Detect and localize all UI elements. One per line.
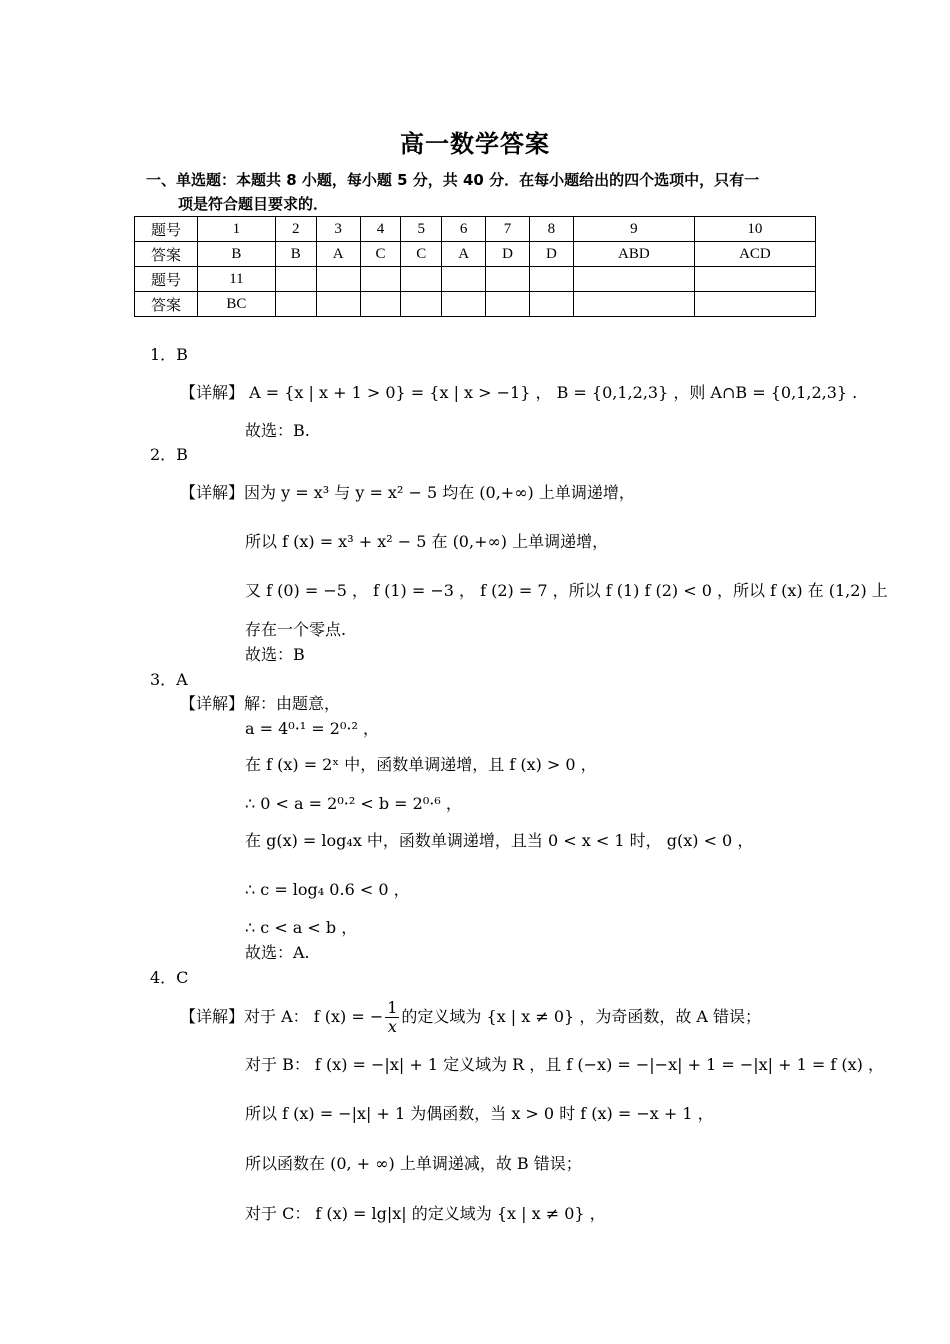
question-4-line-1-text: 【详解】对于 A： f (x) = − bbox=[180, 1007, 384, 1026]
table-cell: 5 bbox=[401, 217, 442, 242]
table-cell: 2 bbox=[275, 217, 316, 242]
table-cell bbox=[442, 292, 486, 317]
table-cell: 11 bbox=[198, 267, 276, 292]
table-row bbox=[135, 292, 816, 317]
table-cell bbox=[529, 267, 573, 292]
question-4-line-1 bbox=[180, 995, 761, 1039]
table-cell: 6 bbox=[442, 217, 486, 242]
question-2-line-3: 又 f (0) = −5 ， f (1) = −3 ， f (2) = 7 ，所以 f (1) f (2) < 0 ，所以 f (x) 在 (1,2) 上 bbox=[245, 581, 888, 600]
table-cell: BC bbox=[198, 292, 276, 317]
question-4-answer: 4．C bbox=[150, 968, 189, 987]
table-cell bbox=[442, 267, 486, 292]
fraction bbox=[385, 999, 399, 1036]
question-2-line-1: 【详解】因为 y = x³ 与 y = x² − 5 均在 (0,+∞) 上单调递增， bbox=[180, 483, 635, 502]
table-cell bbox=[694, 292, 815, 317]
table-cell: 10 bbox=[694, 217, 815, 242]
question-4-line-1-rest: 的定义域为 {x | x ≠ 0} ，为奇函数，故 A 错误； bbox=[401, 1007, 762, 1026]
table-cell bbox=[401, 292, 442, 317]
question-4-line-4: 所以函数在 (0, + ∞) 上单调递减，故 B 错误； bbox=[245, 1154, 582, 1173]
question-3-line-5: 在 g(x) = log₄x 中，函数单调递增，且当 0 < x < 1 时， g(x) < 0 ， bbox=[245, 831, 754, 850]
table-cell: C bbox=[401, 242, 442, 267]
table-cell: D bbox=[486, 242, 530, 267]
table-cell: ABD bbox=[573, 242, 694, 267]
table-cell: 8 bbox=[529, 217, 573, 242]
question-2-choice: 故选：B bbox=[245, 645, 305, 664]
question-3-answer: 3．A bbox=[150, 670, 188, 689]
question-4-line-5: 对于 C： f (x) = lg|x| 的定义域为 {x | x ≠ 0} ， bbox=[245, 1204, 606, 1223]
question-3-line-6: ∴ c = log₄ 0.6 < 0 ， bbox=[245, 880, 410, 899]
table-cell bbox=[529, 292, 573, 317]
row-label: 答案 bbox=[135, 242, 198, 267]
question-3-choice: 故选：A. bbox=[245, 943, 310, 962]
fraction-denominator: x bbox=[387, 1017, 397, 1036]
table-cell: B bbox=[275, 242, 316, 267]
question-3-line-1: 【详解】解：由题意， bbox=[180, 694, 341, 713]
table-cell bbox=[694, 267, 815, 292]
question-2-line-2: 所以 f (x) = x³ + x² − 5 在 (0,+∞) 上单调递增， bbox=[245, 532, 609, 551]
table-cell bbox=[401, 267, 442, 292]
table-cell bbox=[486, 292, 530, 317]
table-row bbox=[135, 267, 816, 292]
row-label: 答案 bbox=[135, 292, 198, 317]
question-3-line-4: ∴ 0 < a = 2⁰·² < b = 2⁰·⁶ ， bbox=[245, 794, 462, 813]
row-label: 题号 bbox=[135, 217, 198, 242]
table-row bbox=[135, 217, 816, 242]
answer-table bbox=[134, 216, 816, 317]
fraction-numerator: 1 bbox=[387, 998, 398, 1017]
question-3-line-7: ∴ c < a < b ， bbox=[245, 918, 358, 937]
table-cell: 7 bbox=[486, 217, 530, 242]
table-cell bbox=[573, 267, 694, 292]
table-cell bbox=[360, 292, 401, 317]
table-row bbox=[135, 242, 816, 267]
question-1-detail: 【详解】 A = {x | x + 1 > 0} = {x | x > −1} ， B = {0,1,2,3} ，则 A∩B = {0,1,2,3} . bbox=[180, 383, 858, 402]
table-cell bbox=[275, 267, 316, 292]
table-cell: B bbox=[198, 242, 276, 267]
table-cell: 1 bbox=[198, 217, 276, 242]
table-cell bbox=[316, 292, 360, 317]
table-cell bbox=[360, 267, 401, 292]
table-cell: ACD bbox=[694, 242, 815, 267]
table-cell: 3 bbox=[316, 217, 360, 242]
question-1-answer: 1．B bbox=[150, 345, 188, 364]
page-title: 高一数学答案 bbox=[400, 130, 550, 158]
table-cell: A bbox=[316, 242, 360, 267]
question-4-line-3: 所以 f (x) = −|x| + 1 为偶函数，当 x > 0 时 f (x) = −x + 1 ， bbox=[245, 1104, 714, 1123]
row-label: 题号 bbox=[135, 267, 198, 292]
question-3-line-2: a = 4⁰·¹ = 2⁰·² ， bbox=[245, 719, 379, 738]
section-heading-line2: 项是符合题目要求的． bbox=[178, 195, 329, 213]
table-cell: A bbox=[442, 242, 486, 267]
table-cell bbox=[486, 267, 530, 292]
question-2-answer: 2．B bbox=[150, 445, 188, 464]
table-cell bbox=[275, 292, 316, 317]
table-cell: 4 bbox=[360, 217, 401, 242]
section-heading-line1: 一、单选题：本题共 8 小题，每小题 5 分，共 40 分．在每小题给出的四个选项中，只有一 bbox=[146, 171, 760, 189]
question-3-line-3: 在 f (x) = 2ˣ 中，函数单调递增，且 f (x) > 0 ， bbox=[245, 755, 597, 774]
table-cell bbox=[316, 267, 360, 292]
table-cell: D bbox=[529, 242, 573, 267]
question-1-choice: 故选：B. bbox=[245, 421, 310, 440]
question-2-line-4: 存在一个零点. bbox=[245, 620, 347, 639]
question-4-line-2: 对于 B： f (x) = −|x| + 1 定义域为 R ，且 f (−x) = −|−x| + 1 = −|x| + 1 = f (x) ， bbox=[245, 1055, 884, 1074]
table-cell: 9 bbox=[573, 217, 694, 242]
table-cell: C bbox=[360, 242, 401, 267]
table-cell bbox=[573, 292, 694, 317]
